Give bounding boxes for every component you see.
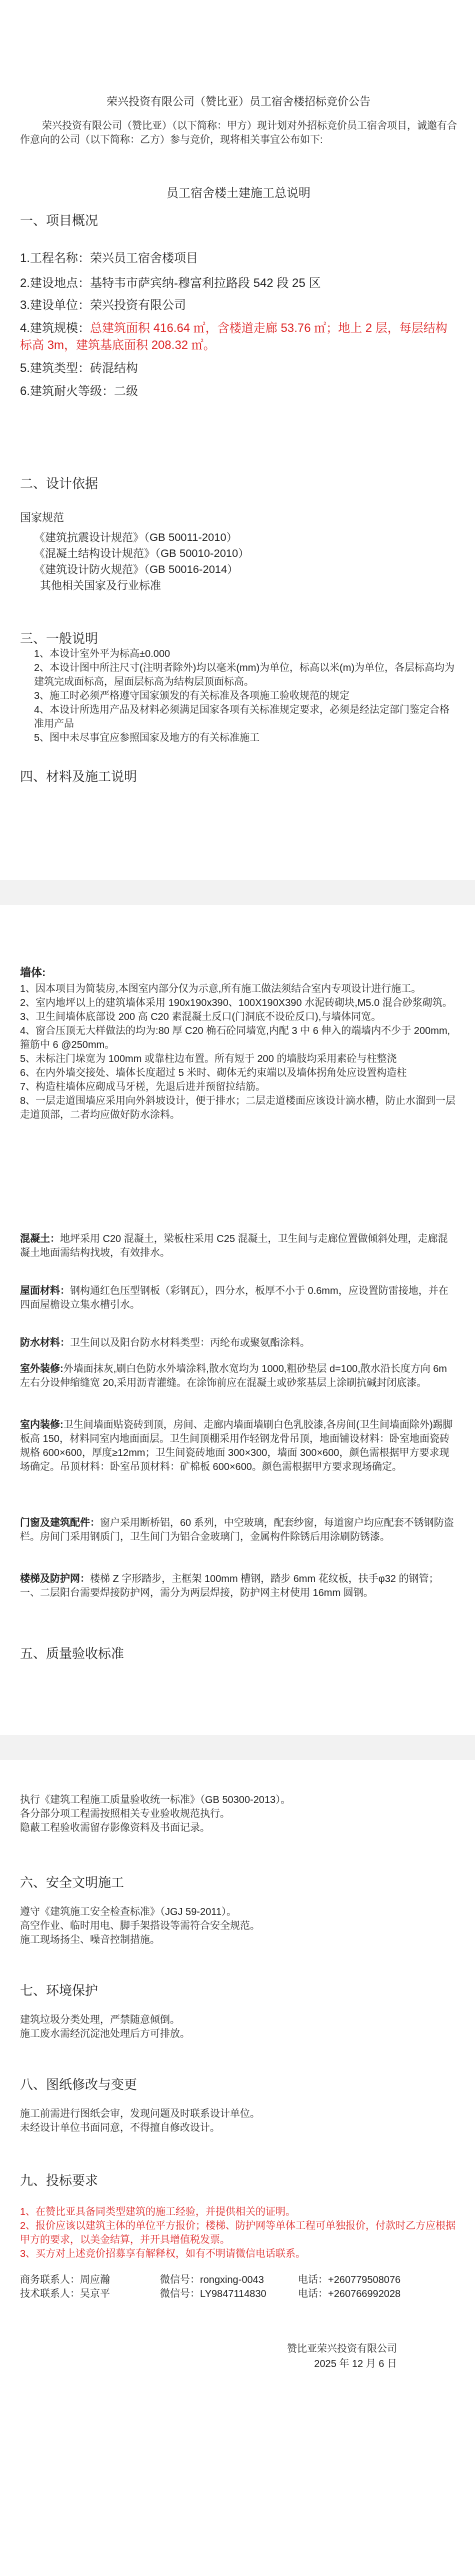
signature-block	[287, 2342, 397, 2372]
notice-title: 荣兴投资有限公司（赞比亚）员工宿舍楼招标竞价公告	[106, 96, 371, 108]
walls-label: 墙体:	[20, 967, 46, 979]
general-note: 5、图中未尽事宜应参照国家及地方的有关标准施工	[34, 733, 260, 744]
wall-note: 6、在内外墙交接处、墙体长度超过 5 米时、砌体无约束端以及墙体拐角处应设置构造柱	[20, 1068, 407, 1079]
safety-note: 遵守《建筑施工安全检查标准》（JGJ 59-2011）。	[20, 1907, 237, 1918]
stairs-spec	[20, 1573, 457, 1601]
code-item: 《混凝土结构设计规范》（GB 50010-2010）	[34, 548, 250, 560]
contact-phone[interactable]: 电话：+260766992028	[298, 2289, 401, 2300]
section-1-heading: 一、项目概况	[20, 213, 99, 228]
section-7-body	[20, 2014, 457, 2042]
section-1-body	[20, 250, 457, 400]
code-item: 《建筑抗震设计规范》（GB 50011-2010）	[34, 532, 238, 544]
bid-requirement: 2、报价应该以建筑主体的单位平方报价；楼梯、防护网等单体工程可单独报价，付款时乙方应根据甲方的要求，以美金结算，并开具增值税发票。	[20, 2221, 456, 2246]
contact-wechat: 微信号：rongxing-0043	[160, 2275, 264, 2286]
project-scale-value: 总建筑面积 416.64 ㎡，含楼道走廊 53.76 ㎡；地上 2 层，每层结构标高 3m，建筑基底面积 208.32 ㎡。	[20, 321, 448, 352]
wall-note: 3、卫生间墙体底部设 200 高 C20 素混凝土反口(门洞底不设砼反口),与墙体同宽。	[20, 1012, 382, 1023]
document-page-1	[0, 0, 475, 880]
general-note: 3、施工时必须严格遵守国家颁发的有关标准及各项施工验收规范的规定	[34, 691, 350, 702]
page-gap	[0, 1735, 475, 1760]
contact-phone[interactable]: 电话：+260779508076	[298, 2275, 401, 2286]
project-fire-rating: 6.建筑耐火等级：二级	[20, 384, 139, 398]
section-8-heading: 八、图纸修改与变更	[20, 2077, 138, 2092]
general-note: 2、本设计图中所注尺寸(注明者除外)均以毫米(mm)为单位，标高以米(m)为单位，各层标高均为建筑完成面标高，屋面层标高为结构层顶面标高。	[34, 663, 455, 688]
stairs-text: 楼梯 Z 字形踏步，主框架 100mm 槽钢，踏步 6mm 花纹板，扶手φ32 的钢管；一、二层阳台需要焊接防护网，需分为两层焊接，防护网主材使用 16mm 圆钢。	[20, 1574, 439, 1599]
page-gap	[0, 880, 475, 905]
contact-role: 商务联系人：周应瀚	[20, 2275, 110, 2286]
concrete-label: 混凝土：	[20, 1234, 60, 1245]
contact-wechat: 微信号：LY9847114830	[160, 2289, 267, 2300]
exterior-text: 外墙面抹灰,刷白色防水外墙涂料,散水宽均为 1000,粗砂垫层 d=100,散水沿长度方向 6m 左右分设伸缩缝宽 20,采用沥青灌缝。在涂饰前应在混凝土或砂浆基层上涂刷抗碱封闭底漆。	[20, 1364, 448, 1389]
section-3-heading: 三、一般说明	[20, 631, 99, 646]
signature-company: 赞比亚荣兴投资有限公司	[287, 2344, 397, 2355]
section-8-body	[20, 2108, 457, 2136]
other-standards: 其他相关国家及行业标准	[40, 580, 161, 592]
quality-note: 执行《建筑工程施工质量验收统一标准》（GB 50300-2013）。	[20, 1795, 291, 1806]
project-location: 2.建设地点：基特韦市萨宾纳-穆富利拉路段 542 段 25 区	[20, 276, 321, 290]
doors-label: 门窗及建筑配件：	[20, 1518, 100, 1529]
code-item: 《建筑设计防火规范》（GB 50016-2014）	[34, 564, 239, 576]
section-9-body	[20, 2206, 457, 2262]
section-7-heading: 七、环境保护	[20, 1983, 99, 1998]
contact-role: 技术联系人：吴京平	[20, 2289, 110, 2300]
roof-spec	[20, 1285, 457, 1313]
project-name: 1.工程名称：荣兴员工宿舍楼项目	[20, 251, 199, 265]
roof-text: 钢构通红色压型钢板（彩钢瓦），四分水，板厚不小于 0.6mm，应设置防雷接地，并在四面屋檐设立集水槽引水。	[20, 1286, 449, 1311]
section-9-heading: 九、投标要求	[20, 2173, 99, 2188]
wall-note: 2、室内地坪以上的建筑墙体采用 190x190x390、100X190X390 水泥砖砌块,M5.0 混合砂浆砌筑。	[20, 998, 453, 1009]
project-scale	[20, 320, 457, 354]
revision-note: 未经设计单位书面同意，不得擅自修改设计。	[20, 2123, 220, 2134]
exterior-label: 室外装修:	[20, 1364, 64, 1375]
interior-label: 室内装修:	[20, 1420, 64, 1431]
quality-note: 隐蔽工程验收需留存影像资料及书面记录。	[20, 1823, 210, 1834]
concrete-spec	[20, 1233, 457, 1261]
contact-business	[20, 2274, 457, 2288]
roof-label: 屋面材料：	[20, 1286, 70, 1297]
national-codes-label: 国家规范	[20, 512, 64, 524]
waterproof-text: 卫生间以及阳台防水材料类型：丙纶布或聚氨酯涂料。	[70, 1338, 310, 1349]
section-2-body	[20, 510, 457, 594]
waterproof-label: 防水材料：	[20, 1338, 70, 1349]
project-structure: 5.建筑类型：砖混结构	[20, 361, 139, 375]
section-5-heading: 五、质量验收标准	[20, 1646, 125, 1661]
safety-note: 高空作业、临时用电、脚手架搭设等需符合安全规范。	[20, 1921, 260, 1932]
safety-note: 施工现场扬尘、噪音控制措施。	[20, 1935, 160, 1946]
exterior-spec	[20, 1363, 457, 1391]
section-5-body	[20, 1794, 457, 1836]
wall-note: 7、构造柱墙体应砌成马牙槎，先退后进并预留拉结筋。	[20, 1082, 266, 1093]
doors-text: 窗户采用断桥铝，60 系列，中空玻璃，配套纱窗，每道窗户均应配套不锈钢防盗栏。房间门采用钢质门，卫生间门为铝合金玻璃门，金属构件除锈后用涂刷防锈漆。	[20, 1518, 454, 1543]
doors-spec	[20, 1517, 457, 1545]
section-4-heading: 四、材料及施工说明	[20, 769, 138, 784]
general-note: 4、本设计所选用产品及材料必须满足国家各项有关标准规定要求，必须是经法定部门鉴定合格准用产品	[34, 705, 450, 730]
bid-requirement: 1、在赞比亚具备同类型建筑的施工经验，并提供相关的证明。	[20, 2207, 296, 2218]
concrete-text: 地坪采用 C20 混凝土，梁板柱采用 C25 混凝土，卫生间与走廊位置做倾斜处理，走廊混凝土地面需结构找坡，有效排水。	[20, 1234, 448, 1259]
section-6-body	[20, 1906, 457, 1948]
project-owner: 3.建设单位：荣兴投资有限公司	[20, 298, 187, 312]
contact-list	[20, 2274, 457, 2302]
wall-note: 5、未标注门垛宽为 100mm 或靠柱边布置。所有短于 200 的墙肢均采用素砼与柱整浇	[20, 1054, 397, 1065]
wall-note: 8、一层走道围墙应采用向外斜坡设计，便于排水；二层走道楼面应该设计滴水槽，防止水溜到一层走道顶部，二者均应做好防水涂料。	[20, 1096, 456, 1121]
document-page-3	[0, 1760, 475, 2560]
stairs-label: 楼梯及防护网：	[20, 1574, 90, 1585]
wall-note: 4、窗合压顶无大样做法的均为:80 厚 C20 桷石砼同墙宽,内配 3 中 6 伸入的端墙内不少于 200mm,箍筋中 6 @250mm。	[20, 1026, 451, 1051]
wall-note: 1、因本项目为简装房,本图室内部分仅为示意,所有施工做法须结合室内专项设计进行施工。	[20, 984, 422, 995]
revision-note: 施工前需进行图纸会审，发现问题及时联系设计单位。	[20, 2109, 260, 2120]
bid-requirement: 3、买方对上述竞价招募享有解释权，如有不明请微信电话联系。	[20, 2249, 306, 2260]
walls-body	[20, 983, 457, 1123]
interior-text: 卫生间墙面贴瓷砖到顶，房间、走廊内墙面墙刷白色乳胶漆,各房间(卫生间墙面除外)踢脚板高 150，材料同室内地面面层。卫生间顶棚采用作轻钢龙骨吊顶，地面铺设材料：卧室地面瓷砖规格 600×600，厚度≥12mm；卫生间瓷砖地面 300×300，墙面 300×600，颜色需根据甲方要求现场确定。吊顶材料：卧室吊顶材料：矿棉板 600×600。颜色需根据甲方要求现场确定。	[20, 1420, 453, 1473]
notice-intro: 荣兴投资有限公司（赞比亚）（以下简称：甲方）现计划对外招标竞价员工宿舍项目，诚邀有合作意向的公司（以下简称：乙方）参与竞价，现将相关事宜公布如下:	[20, 121, 457, 146]
contact-technical	[20, 2288, 457, 2302]
signature-date: 2025 年 12 月 6 日	[314, 2359, 397, 2370]
environment-note: 施工废水需经沉淀池处理后方可排放。	[20, 2029, 190, 2040]
waterproof-spec	[20, 1337, 457, 1351]
document-page-2	[0, 905, 475, 1735]
project-scale-label: 4.建筑规模：	[20, 321, 91, 335]
section-3-body	[20, 648, 457, 746]
environment-note: 建筑垃圾分类处理，严禁随意倾倒。	[20, 2015, 180, 2026]
section-2-heading: 二、设计依据	[20, 476, 99, 491]
interior-spec	[20, 1419, 457, 1475]
section-6-heading: 六、安全文明施工	[20, 1875, 125, 1890]
general-note: 1、本设计室外平为标高±0.000	[34, 649, 171, 660]
document-title: 员工宿舍楼土建施工总说明	[166, 186, 311, 200]
quality-note: 各分部分项工程需按照相关专业验收规范执行。	[20, 1809, 230, 1820]
